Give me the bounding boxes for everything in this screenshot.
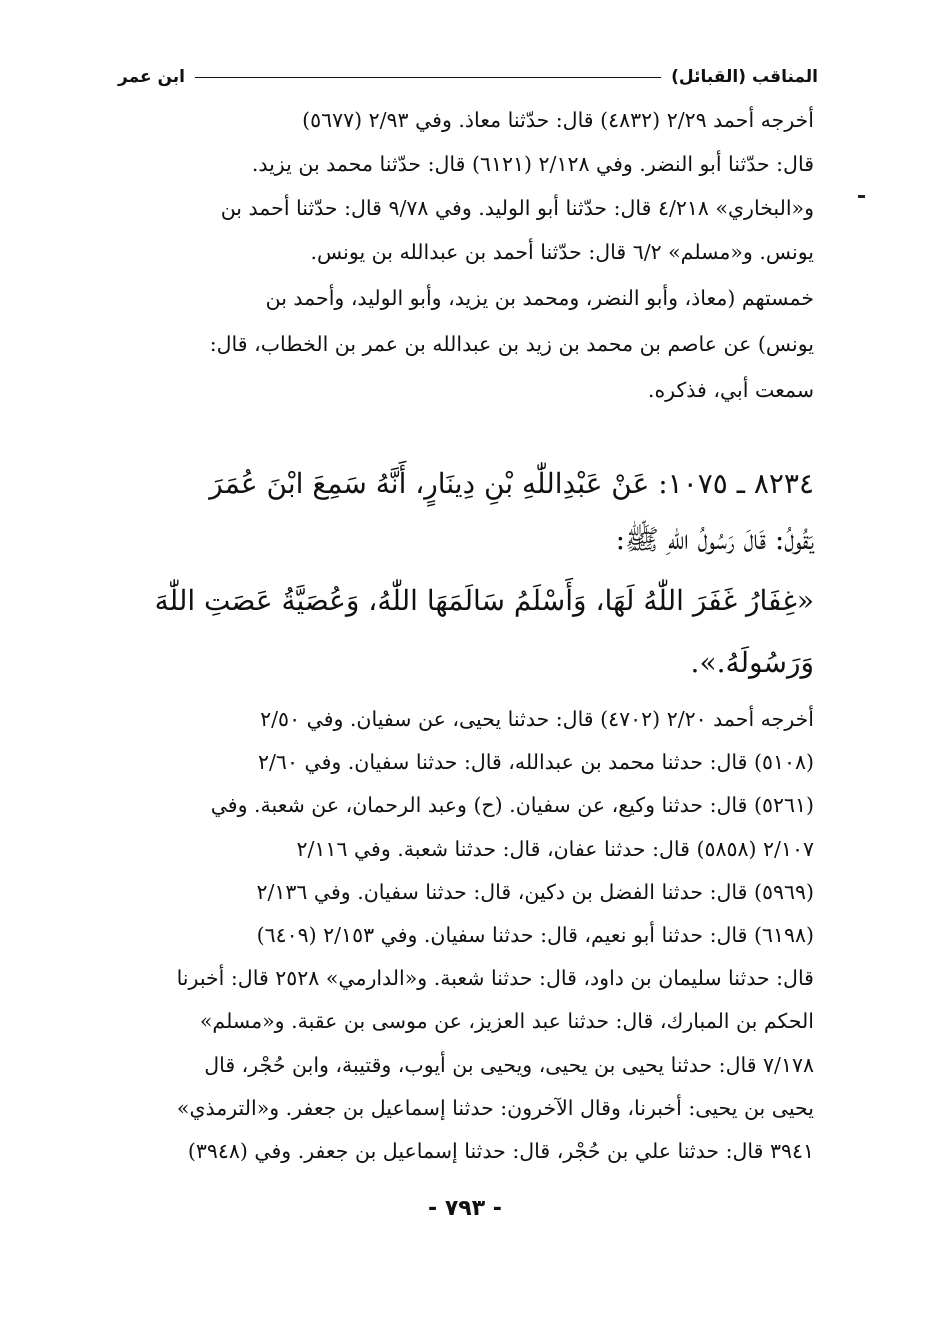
header-rule <box>195 77 661 78</box>
text-line: ٣٩٤١ قال: حدثنا علي بن حُجْر، قال: حدثنا إسماعيل بن جعفر. وفي (٣٩٤٨) <box>187 1139 814 1164</box>
text-line: يحيى بن يحيى: أخبرنا، وقال الآخرون: حدثنا إسماعيل بن جعفر. و«الترمذي» <box>176 1095 814 1120</box>
isnad-summary-paragraph <box>96 275 814 413</box>
text-line: ٧/١٧٨ قال: حدثنا يحيى بن يحيى، ويحيى بن أيوب، وقتيبة، وابن حُجْر، قال <box>204 1052 814 1077</box>
text-line: أخرجه أحمد ٢/٢٩ (٤٨٣٢) قال: حدّثنا معاذ. وفي ٢/٩٣ (٥٦٧٧) <box>302 108 814 132</box>
page-number: - ٧٩٣ - <box>428 1196 502 1221</box>
text-line: قال: حدّثنا أبو النضر. وفي ٢/١٢٨ (٦١٢١) قال: حدّثنا محمد بن يزيد. <box>251 152 814 176</box>
text-line: و«البخاري» ٤/٢١٨ قال: حدّثنا أبو الوليد. وفي ٩/٧٨ قال: حدّثنا أحمد بن <box>220 196 814 220</box>
text-line: (٦١٩٨) قال: حدثنا أبو نعيم، قال: حدثنا سفيان. وفي ٢/١٥٣ (٦٤٠٩) <box>256 923 814 948</box>
text-line: (٥٢٦١) قال: حدثنا وكيع، عن سفيان. (ح) وعبد الرحمان، عن شعبة. وفي <box>210 793 814 818</box>
text-line: خمستهم (معاذ، وأبو النضر، ومحمد بن يزيد، وأبو الوليد، وأحمد بن <box>265 286 814 310</box>
text-line: الحكم بن المبارك، قال: حدثنا عبد العزيز، عن موسى بن عقبة. و«مسلم» <box>199 1009 814 1034</box>
text-line: يونس) عن عاصم بن محمد بن زيد بن عبدالله بن عمر بن الخطاب، قال: <box>209 332 814 356</box>
takhrij-paragraph-1 <box>96 98 814 274</box>
header-chapter-title: المناقب (القبائل) <box>671 67 818 87</box>
hadith-matn <box>96 570 814 694</box>
text-line: سمعت أبي، فذكره. <box>647 378 814 402</box>
text-line: يونس. و«مسلم» ٦/٢ قال: حدّثنا أحمد بن عبدالله بن يونس. <box>310 240 814 264</box>
text-line: قال: حدثنا سليمان بن داود، قال: حدثنا شعبة. و«الدارمي» ٢٥٢٨ قال: أخبرنا <box>176 966 814 991</box>
text-line: أخرجه أحمد ٢/٢٠ (٤٧٠٢) قال: حدثنا يحيى، عن سفيان. وفي ٢/٥٠ <box>260 707 814 731</box>
text-line: (٥١٠٨) قال: حدثنا محمد بن عبدالله، قال: حدثنا سفيان. وفي ٢/٦٠ <box>258 750 814 775</box>
text-line: ٢/١٠٧ (٥٨٥٨) قال: حدثنا عفان، قال: حدثنا شعبة. وفي ٢/١١٦ <box>296 836 814 861</box>
text-line: وَرَسُولَهُ.». <box>690 646 814 679</box>
margin-mark <box>858 195 865 198</box>
text-line: (٥٩٦٩) قال: حدثنا الفضل بن دكين، قال: حدثنا سفيان. وفي ٢/١٣٦ <box>256 879 814 904</box>
text-line: «غِفَارُ غَفَرَ اللّٰهُ لَهَا، وَأَسْلَمُ سَالَمَهَا اللّٰهُ، وَعُصَيَّةُ عَصَتِ اللّٰهَ <box>154 584 814 617</box>
hadith-heading <box>96 456 814 568</box>
hadith-number-and-isnad: ٨٢٣٤ ـ ١٠٧٥: عَنْ عَبْدِاللّٰهِ بْنِ دِينَارٍ، أَنَّهُ سَمِعَ ابْنَ عُمَرَ <box>209 467 814 500</box>
text-line: يَقُولُ: قَالَ رَسُولُ اللّٰهِ ﷺ: <box>615 523 814 556</box>
takhrij-paragraph-2 <box>96 698 814 1173</box>
header-companion-name: ابن عمر <box>118 67 186 87</box>
running-header <box>118 62 818 92</box>
